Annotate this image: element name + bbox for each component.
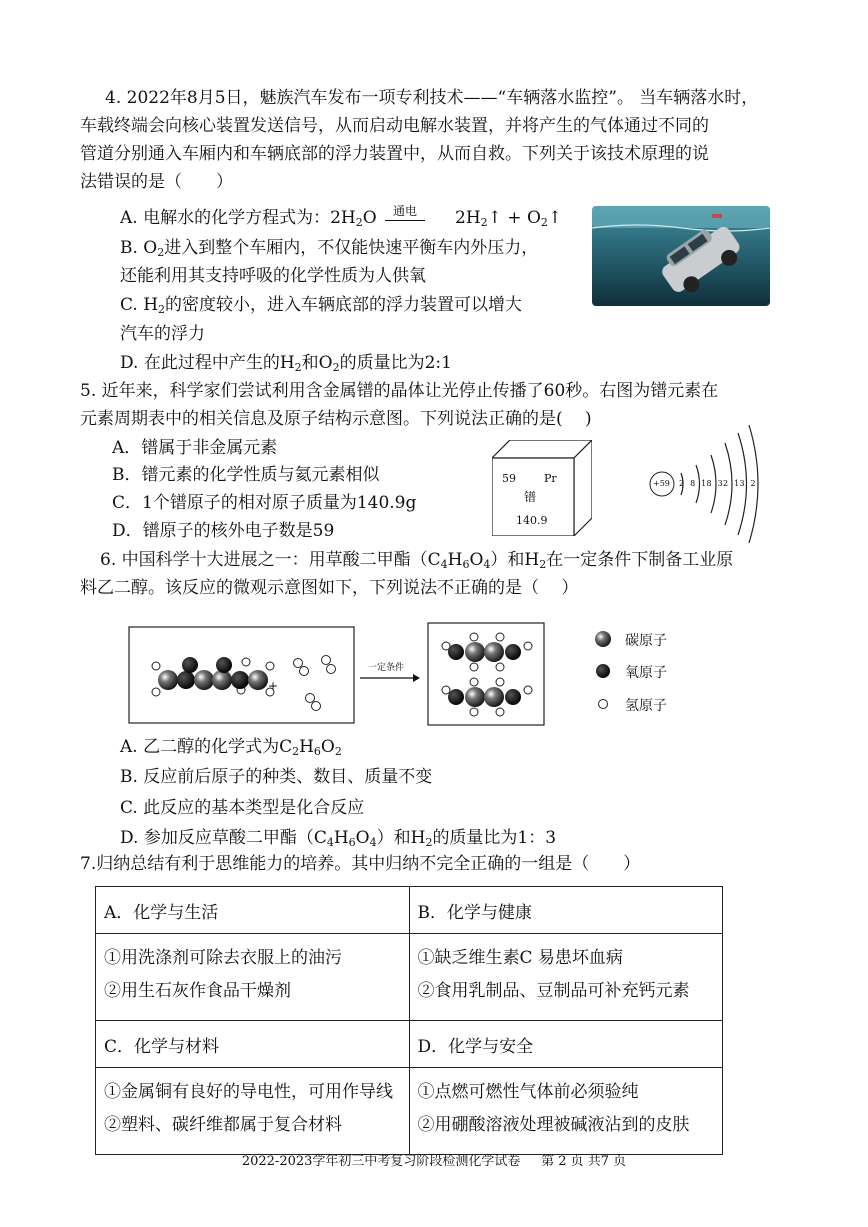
q6-stem-line-1: 6. 中国科学十大进展之一：用草酸二甲酯$(C_4H_6O_4)$和$H_2$在一定条件下制备工业原 — [100, 550, 734, 571]
nucleus-charge: +59 — [653, 479, 670, 488]
legend-hydrogen-symbol — [599, 700, 608, 709]
q4-option-c-line-2: 汽车的浮力 — [120, 324, 205, 344]
legend-carbon-label: 碳原子 — [625, 633, 667, 649]
q6-option-c: C. 此反应的基本类型是化合反应 — [120, 798, 365, 818]
element-symbol: Pr — [544, 472, 557, 485]
q4-option-d: D. 在此过程中产生的$H_2$和$O_2$的质量比为2:1 — [120, 353, 452, 374]
q6-stem-line-2: 料乙二醇。该反应的微观示意图如下，下列说法不正确的是（ ） — [80, 578, 579, 598]
q5-option-d: D．镨原子的核外电子数是59 — [112, 521, 335, 541]
reaction-micro-diagram — [128, 620, 688, 730]
q4-option-b-line-1: B. $O_2$进入到整个车厢内，不仅能快速平衡车内外压力， — [120, 238, 539, 259]
table-head-c: C．化学与材料 — [96, 1021, 410, 1068]
q5-option-c: C．1个镨原子的相对原子质量为140.9g — [112, 493, 417, 513]
legend-carbon-symbol — [595, 631, 611, 647]
table-head-d: D．化学与安全 — [409, 1021, 723, 1068]
table-head-b: B．化学与健康 — [409, 887, 723, 934]
q5-stem-line-1: 5. 近年来，科学家们尝试利用含金属镨的晶体让光停止传播了60秒。右图为镨元素在 — [80, 381, 719, 401]
q4-option-b-line-2: 还能利用其支持呼吸的化学性质为人供氧 — [120, 266, 426, 286]
reaction-plus: + — [268, 679, 279, 693]
q5-stem-line-2: 元素周期表中的相关信息及原子结构示意图。下列说法正确的是( ) — [80, 409, 592, 429]
q4-stem-line-4: 法错误的是（ ） — [80, 172, 233, 192]
table-cell-c: ①金属铜有良好的导电性，可用作导线 ②塑料、碳纤维都属于复合材料 — [96, 1068, 410, 1155]
legend-oxygen-label: 氧原子 — [625, 665, 667, 681]
q5-option-b: B．镨元素的化学性质与氦元素相似 — [112, 465, 380, 485]
element-name: 镨 — [524, 490, 537, 504]
page-number: 第 2 页 共7 页 — [541, 1154, 627, 1169]
car-in-water-photo — [592, 206, 770, 306]
table-cell-d: ①点燃可燃性气体前必须验纯 ②用硼酸溶液处理被碱液沾到的皮肤 — [409, 1068, 723, 1155]
electrolysis-condition: 通电 — [385, 202, 425, 221]
q4-option-c-line-1: C. $H_2$的密度较小，进入车辆底部的浮力装置可以增大 — [120, 295, 523, 316]
summary-table — [95, 886, 723, 1155]
q4-stem-line-1: 4. 2022年8月5日，魅族汽车发布一项专利技术——“车辆落水监控”。 当车辆落水时， — [105, 88, 759, 108]
q4-stem-line-3: 管道分别通入车厢内和车辆底部的浮力装置中，从而自救。下列关于该技术原理的说 — [80, 144, 709, 164]
q5-option-a: A．镨属于非金属元素 — [112, 438, 278, 458]
exam-title: 2022-2023学年初三中考复习阶段检测化学试卷 — [241, 1154, 521, 1169]
table-cell-b: ①缺乏维生素C 易患坏血病 ②食用乳制品、豆制品可补充钙元素 — [409, 934, 723, 1021]
reaction-condition: 一定条件 — [368, 663, 405, 673]
q4-option-a: A. 电解水的化学方程式为：$2H_2O$ — [120, 208, 377, 229]
q4-stem-line-2: 车载终端会向核心装置发送信号，从而启动电解水装置，并将产生的气体通过不同的 — [80, 116, 709, 136]
q6-option-a: A. 乙二醇的化学式为$C_2H_6O_2$ — [120, 737, 342, 758]
q4-option-a-products: $2H_2↑$ + $O_2↑$ — [455, 208, 563, 229]
element-number: 59 — [502, 472, 516, 485]
electron-shells: 2 8 18 32 13 2 — [679, 479, 756, 488]
q6-option-d: D. 参加反应草酸二甲酯$(C_4H_6O_4)$和$H_2$的质量比为1：3 — [120, 828, 557, 849]
table-head-a: A．化学与生活 — [96, 887, 410, 934]
q7-stem: 7.归纳总结有利于思维能力的培养。其中归纳不完全正确的一组是（ ） — [80, 854, 641, 874]
legend-hydrogen-label: 氢原子 — [625, 698, 667, 714]
element-mass: 140.9 — [516, 514, 548, 527]
q6-option-b: B. 反应前后原子的种类、数目、质量不变 — [120, 767, 433, 787]
table-cell-a: ①用洗涤剂可除去衣服上的油污 ②用生石灰作食品干燥剂 — [96, 934, 410, 1021]
legend-oxygen-symbol — [596, 664, 610, 678]
page-footer — [0, 1150, 868, 1169]
